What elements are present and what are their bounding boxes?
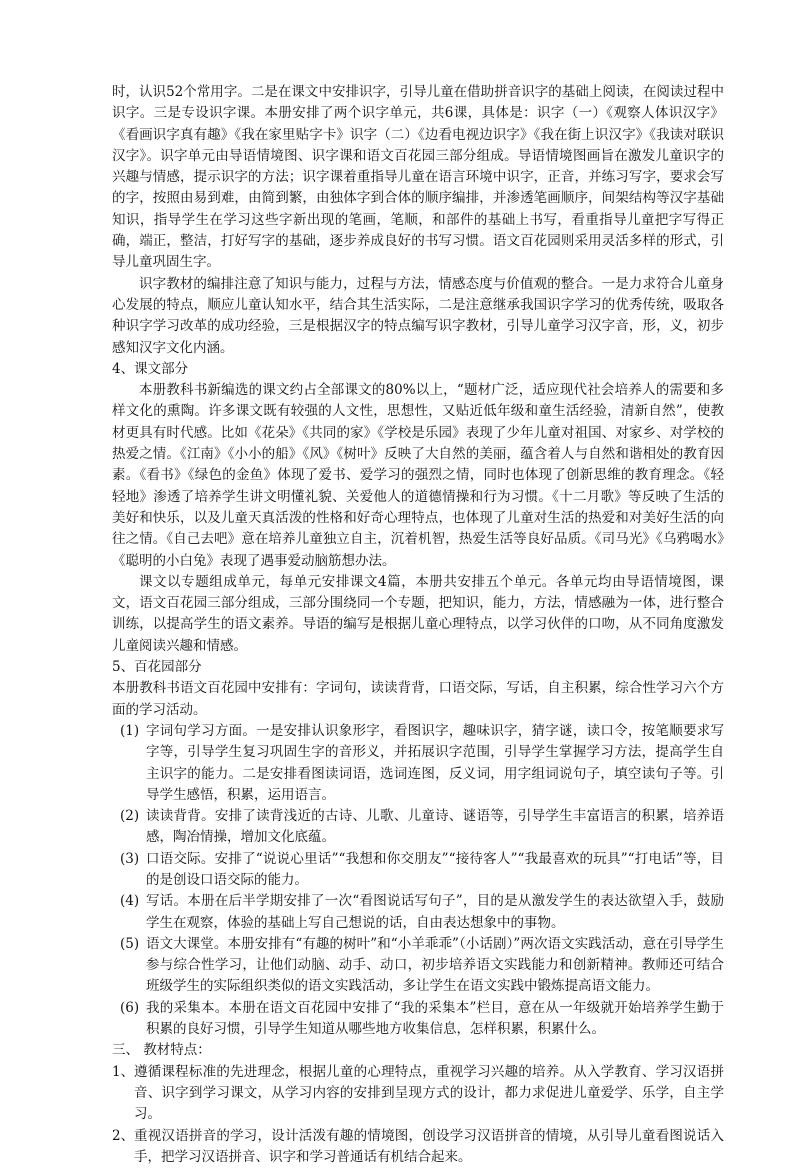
list-item (112, 1126, 724, 1168)
list-item-number: (6) (120, 999, 140, 1016)
list-item-number: 2、 (112, 1127, 135, 1144)
list-item-text: 我的采集本。本册在语文百花园中安排了“我的采集本”栏目，意在从一年级就开始培养学生勤于积累的良好习惯，引导学生知道从哪些地方收集信息，怎样积累，积累什么。 (146, 999, 724, 1038)
list-item-number: (3) (120, 850, 140, 867)
list-item-text: 写话。本册在后半学期安排了一次“看图说话写句子”，目的是从激发学生的表达欲望入手，鼓励学生在观察，体验的基础上写自己想说的话，自由表达想象中的事物。 (146, 893, 724, 931)
list-item (112, 891, 724, 934)
list-item (112, 849, 724, 892)
paragraph-literacy-design: 识字教材的编排注意了知识与能力，过程与方法，情感态度与价值观的整合。一是力求符合儿童身心发展的特点，顺应儿童认知水平，结合其生活实际，二是注意继承我国识字学习的优秀传统，吸取各种识字学习改革的成功经验，三是根据汉字的特点编写识字教材，引导儿童学习汉字音，形，义，初步感知汉字文化内涵。 (112, 275, 724, 356)
list-item (112, 721, 724, 806)
paragraph-texts-units: 课文以专题组成单元，每单元安排课文4篇，本册共安排五个单元。各单元均由导语情境图，课文，语文百花园三部分组成，三部分围绕同一个专题，把知识，能力，方法，情感融为一体，进行整合训练，以提高学生的语文素养。导语的编写是根据儿童心理特点，以学习伙伴的口吻，从不同角度激发儿童阅读兴趣和情感。 (112, 573, 724, 654)
garden-activity-list (112, 721, 724, 1040)
paragraph-texts-selection: 本册教科书新编选的课文约占全部课文的80%以上，“题材广泛，适应现代社会培养人的需要和多样文化的熏陶。许多课文既有较强的人文性，思想性，又贴近低年级和童生活经验，清新自然”，使教材更具有时代感。比如《花朵》《共同的家》《学校是乐园》表现了少年儿童对祖国、对家乡、对学校的热爱之情。《江南》《小小的船》《风》《树叶》反映了大自然的美丽，蕴含着人与自然和谐相处的教育因素。《看书》《绿色的金鱼》体现了爱书、爱学习的强烈之情，同时也体现了创新思维的教育理念。《轻轻地》渗透了培养学生讲文明懂礼貌、关爱他人的道德情操和行为习惯。《十二月歌》等反映了生活的美好和快乐，以及儿童天真活泼的性格和好奇心理特点，也体现了儿童对生活的热爱和对美好生活的向往之情。《自己去吧》意在培养儿童独立自主，沉着机智，热爱生活等良好品质。《司马光》《乌鸦喝水》《聪明的小白兔》表现了遇事爱动脑筋想办法。 (112, 382, 724, 569)
list-item-text: 重视汉语拼音的学习，设计活泼有趣的情境图，创设学习汉语拼音的情境，从引导儿童看图说话入手，把学习汉语拼音、识字和学习普通话有机结合起来。 (134, 1127, 724, 1165)
heading-textbook-features: 三、 教材特点： (112, 1042, 211, 1059)
list-item-text: 口语交际。安排了“说说心里话”“我想和你交朋友”“接待客人”“我最喜欢的玩具”“打电话”等，目的是创设口语交际的能力。 (146, 850, 724, 888)
list-item-number: (1) (120, 722, 140, 739)
list-item-number: (2) (120, 808, 140, 825)
paragraph-garden-intro: 本册教科书语文百花园中安排有：字词句，读读背背，口语交际，写话，自主积累，综合性学习六个方面的学习活动。 (112, 680, 724, 718)
features-list (112, 1062, 724, 1168)
document-page (112, 82, 724, 1168)
list-item (112, 934, 724, 998)
list-item-text: 读读背背。安排了读背浅近的古诗、儿歌、儿童诗、谜语等，引导学生丰富语言的积累，培养语感，陶冶情操，增加文化底蕴。 (146, 808, 724, 846)
heading-texts-section: 4、课文部分 (112, 360, 189, 377)
list-item (112, 998, 724, 1041)
list-item-number: (4) (120, 893, 140, 910)
list-item-number: (5) (120, 935, 140, 952)
list-item (112, 806, 724, 849)
paragraph-literacy-intro: 时，认识52个常用字。二是在课文中安排识字，引导儿童在借助拼音识字的基础上阅读，在阅读过程中识字。三是专设识字课。本册安排了两个识字单元，共6课，具体是：识字（一）《观察人体识汉字》《看画识字真有趣》《我在家里贴字卡》识字（二）《边看电视边识字》《我在街上识汉字》《我读对联识汉字》。识字单元由导语情境图、识字课和语文百花园三部分组成。导语情境图画旨在激发儿童识字的兴趣与情感，提示识字的方法；识字课着重指导儿童在语言环境中识字，正音，并练习写字，要求会写的字，按照由易到难，由简到繁，由独体字到合体的顺序编排，并渗透笔画顺序，间架结构等汉字基础知识，指导学生在学习这些字新出现的笔画，笔顺，和部件的基础上书写，看重指导儿童把字写得正确，端正，整洁，打好写字的基础，逐步养成良好的书写习惯。语文百花园则采用灵活多样的形式，引导儿童巩固生字。 (112, 84, 724, 271)
list-item-text: 字词句学习方面。一是安排认识象形字，看图识字，趣味识字，猜字谜，读口令，按笔顺要求写字等，引导学生复习巩固生字的音形义，并拓展识字范围，引导学生掌握学习方法，提高学生自主识字的能力。二是安排看图读词语，选词连图，反义词，用字组词说句子，填空读句子等。引导学生感悟，积累，运用语言。 (146, 722, 724, 803)
list-item (112, 1062, 724, 1126)
list-item-number: 1、 (112, 1063, 135, 1080)
list-item-text: 语文大课堂。本册安排有“有趣的树叶”和“小羊乖乖”（小话剧）”两次语文实践活动，意在引导学生参与综合性学习，让他们动脑、动手、动口，初步培养语文实践能力和创新精神。教师还可结合班级学生的实际组织类似的语文实践活动，多让学生在语文实践中锻炼提高语文能力。 (146, 935, 724, 995)
list-item-text: 遵循课程标准的先进理念，根据儿童的心理特点，重视学习兴趣的培养。从入学教育、学习汉语拼音、识字到学习课文，从学习内容的安排到呈现方式的设计，都力求促进儿童爱学、乐学，自主学习。 (134, 1063, 724, 1123)
heading-garden-section: 5、百花园部分 (112, 659, 202, 676)
